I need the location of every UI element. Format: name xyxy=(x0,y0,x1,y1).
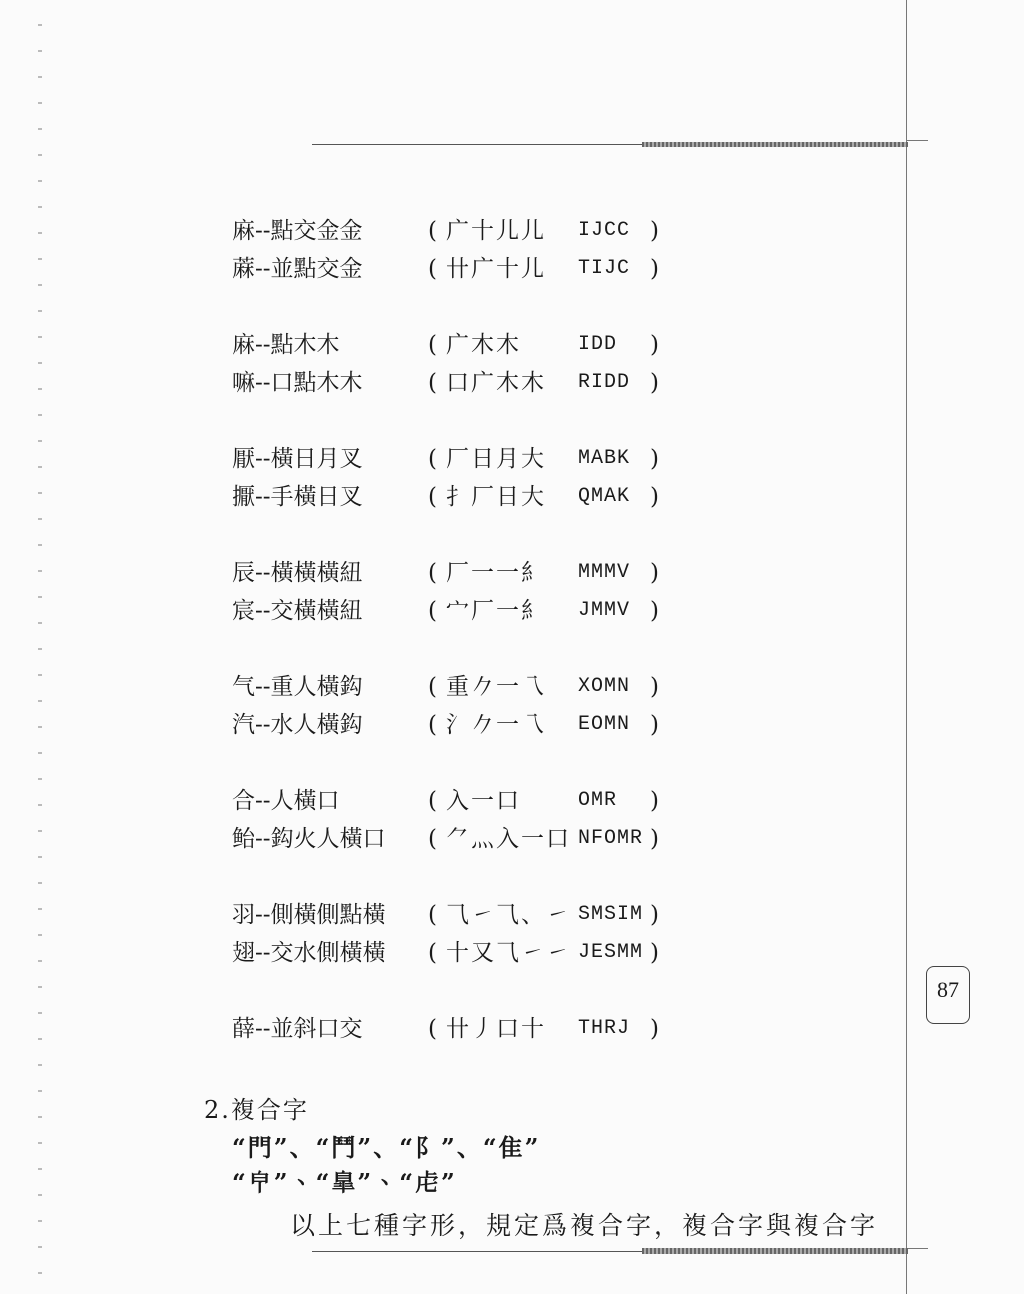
entry-stroke-names: --並斜口交 xyxy=(255,1016,363,1042)
entry-code: RIDD xyxy=(578,371,631,394)
entry-code: JESMM xyxy=(578,941,644,964)
entry-code: TIJC xyxy=(578,257,631,280)
entry-character-breakdown xyxy=(232,896,386,934)
open-paren: ( xyxy=(428,446,437,472)
entry-stroke-names: --點木木 xyxy=(255,332,340,358)
section-title: 2.複合字 xyxy=(204,1096,309,1124)
open-paren: ( xyxy=(428,218,437,244)
entry-row xyxy=(232,782,692,820)
character-entry-list xyxy=(232,212,692,1048)
entry-stroke-names: --並點交金 xyxy=(255,256,363,282)
entry-row xyxy=(232,326,692,364)
entry-radicals: 重𠂊一乁 xyxy=(446,674,546,700)
entry-stroke-names: --交水側橫橫 xyxy=(255,940,386,966)
header-rule xyxy=(312,142,908,146)
entry-character-breakdown xyxy=(232,820,386,858)
open-paren: ( xyxy=(428,484,437,510)
entry-row xyxy=(232,212,692,250)
footer-rule xyxy=(312,1248,908,1254)
entry-radicals: 扌厂日大 xyxy=(446,484,546,510)
entry-stroke-names: --交橫橫紐 xyxy=(255,598,363,624)
close-paren: ) xyxy=(650,826,659,852)
entry-character: 麻 xyxy=(232,218,255,244)
entry-group xyxy=(232,782,692,858)
entry-character: 辰 xyxy=(232,560,255,586)
open-paren: ( xyxy=(428,598,437,624)
bottom-tick-mark xyxy=(906,1248,928,1249)
entry-radicals: 宀厂一⺯ xyxy=(446,598,546,624)
entry-radicals: 广十儿儿 xyxy=(446,218,546,244)
entry-character: 麻 xyxy=(232,332,255,358)
entry-character-breakdown xyxy=(232,364,363,402)
entry-code: MABK xyxy=(578,447,631,470)
entry-row xyxy=(232,478,692,516)
entry-character-breakdown xyxy=(232,706,363,744)
entry-row xyxy=(232,250,692,288)
entry-code: EOMN xyxy=(578,713,631,736)
open-paren: ( xyxy=(428,674,437,700)
top-tick-mark xyxy=(906,140,928,141)
entry-row xyxy=(232,440,692,478)
entry-radicals: 卄丿口十 xyxy=(446,1016,546,1042)
entry-character-breakdown xyxy=(232,554,363,592)
page-number-tab xyxy=(926,966,970,1024)
close-paren: ) xyxy=(650,788,659,814)
close-paren: ) xyxy=(650,332,659,358)
entry-radicals: ⺄㇀⺄、㇀ xyxy=(446,902,571,928)
close-paren: ) xyxy=(650,218,659,244)
entry-row xyxy=(232,934,692,972)
entry-stroke-names: --水人橫鈎 xyxy=(255,712,363,738)
entry-character-breakdown xyxy=(232,934,386,972)
open-paren: ( xyxy=(428,712,437,738)
entry-group xyxy=(232,1010,692,1048)
entry-character-breakdown xyxy=(232,212,363,250)
entry-character: 厭 xyxy=(232,446,255,472)
entry-row xyxy=(232,554,692,592)
margin-dots xyxy=(38,0,42,1294)
entry-stroke-names: --口點木木 xyxy=(255,370,363,396)
entry-character: 鲐 xyxy=(232,826,255,852)
entry-row xyxy=(232,592,692,630)
right-margin-line xyxy=(906,0,907,1294)
entry-group xyxy=(232,896,692,972)
entry-row xyxy=(232,1010,692,1048)
close-paren: ) xyxy=(650,560,659,586)
entry-character-breakdown xyxy=(232,478,363,516)
close-paren: ) xyxy=(650,598,659,624)
entry-character-breakdown xyxy=(232,440,363,478)
entry-code: THRJ xyxy=(578,1017,631,1040)
entry-stroke-names: --橫日月叉 xyxy=(255,446,363,472)
entry-character-breakdown xyxy=(232,250,363,288)
entry-radicals: 口广木木 xyxy=(446,370,546,396)
entry-code: SMSIM xyxy=(578,903,644,926)
entry-radicals: 氵𠂊一乁 xyxy=(446,712,546,738)
entry-character-breakdown xyxy=(232,326,340,364)
entry-stroke-names: --手橫日叉 xyxy=(255,484,363,510)
entry-group xyxy=(232,212,692,288)
footer-rule-thin xyxy=(312,1251,642,1252)
entry-group xyxy=(232,668,692,744)
entry-row xyxy=(232,820,692,858)
entry-character: 合 xyxy=(232,788,255,814)
entry-code: QMAK xyxy=(578,485,631,508)
entry-character: 薛 xyxy=(232,1016,255,1042)
entry-character: 羽 xyxy=(232,902,255,928)
entry-character: 嘛 xyxy=(232,370,255,396)
open-paren: ( xyxy=(428,940,437,966)
entry-radicals: ⺈灬入一口 xyxy=(446,826,571,852)
footer-rule-thick xyxy=(642,1248,908,1254)
entry-code: MMMV xyxy=(578,561,631,584)
entry-radicals: 入一口 xyxy=(446,788,521,814)
entry-character: 翅 xyxy=(232,940,255,966)
page-number: 87 xyxy=(937,977,959,1002)
entry-group xyxy=(232,440,692,516)
close-paren: ) xyxy=(650,674,659,700)
entry-stroke-names: --側橫側點橫 xyxy=(255,902,386,928)
entry-radicals: 十又⺄㇀㇀ xyxy=(446,940,571,966)
close-paren: ) xyxy=(650,256,659,282)
compound-forms-line-1: “門”、“鬥”、“阝”、“隹” xyxy=(232,1133,541,1162)
open-paren: ( xyxy=(428,902,437,928)
entry-character: 气 xyxy=(232,674,255,700)
entry-stroke-names: --點交金金 xyxy=(255,218,363,244)
close-paren: ) xyxy=(650,902,659,928)
entry-code: OMR xyxy=(578,789,618,812)
open-paren: ( xyxy=(428,370,437,396)
close-paren: ) xyxy=(650,484,659,510)
entry-row xyxy=(232,706,692,744)
entry-group xyxy=(232,554,692,630)
entry-radicals: 卄广十儿 xyxy=(446,256,546,282)
header-rule-thin xyxy=(312,144,642,145)
entry-row xyxy=(232,668,692,706)
entry-code: XOMN xyxy=(578,675,631,698)
entry-character: 宸 xyxy=(232,598,255,624)
entry-code: NFOMR xyxy=(578,827,644,850)
entry-code: JMMV xyxy=(578,599,631,622)
entry-character-breakdown xyxy=(232,1010,363,1048)
entry-row xyxy=(232,364,692,402)
entry-row xyxy=(232,896,692,934)
close-paren: ) xyxy=(650,940,659,966)
entry-character: 汽 xyxy=(232,712,255,738)
entry-stroke-names: --重人橫鈎 xyxy=(255,674,363,700)
entry-character-breakdown xyxy=(232,782,340,820)
entry-character-breakdown xyxy=(232,668,363,706)
entry-radicals: 厂日月大 xyxy=(446,446,546,472)
close-paren: ) xyxy=(650,1016,659,1042)
entry-character: 蔴 xyxy=(232,256,255,282)
close-paren: ) xyxy=(650,712,659,738)
entry-stroke-names: --橫橫橫紐 xyxy=(255,560,363,586)
open-paren: ( xyxy=(428,826,437,852)
open-paren: ( xyxy=(428,1016,437,1042)
open-paren: ( xyxy=(428,560,437,586)
entry-group xyxy=(232,326,692,402)
entry-code: IDD xyxy=(578,333,618,356)
open-paren: ( xyxy=(428,256,437,282)
entry-character: 擫 xyxy=(232,484,255,510)
close-paren: ) xyxy=(650,446,659,472)
entry-character-breakdown xyxy=(232,592,363,630)
body-paragraph: 以上七種字形，規定爲複合字，複合字與複合字 xyxy=(290,1211,879,1240)
entry-radicals: 厂一一⺯ xyxy=(446,560,546,586)
entry-code: IJCC xyxy=(578,219,631,242)
entry-stroke-names: --鈎火人橫口 xyxy=(255,826,386,852)
open-paren: ( xyxy=(428,332,437,358)
close-paren: ) xyxy=(650,370,659,396)
entry-radicals: 广木木 xyxy=(446,332,521,358)
open-paren: ( xyxy=(428,788,437,814)
header-rule-thick xyxy=(642,142,908,147)
entry-stroke-names: --人橫口 xyxy=(255,788,340,814)
compound-forms-line-2: “𤼽”、“臯”、“虍” xyxy=(232,1168,457,1197)
